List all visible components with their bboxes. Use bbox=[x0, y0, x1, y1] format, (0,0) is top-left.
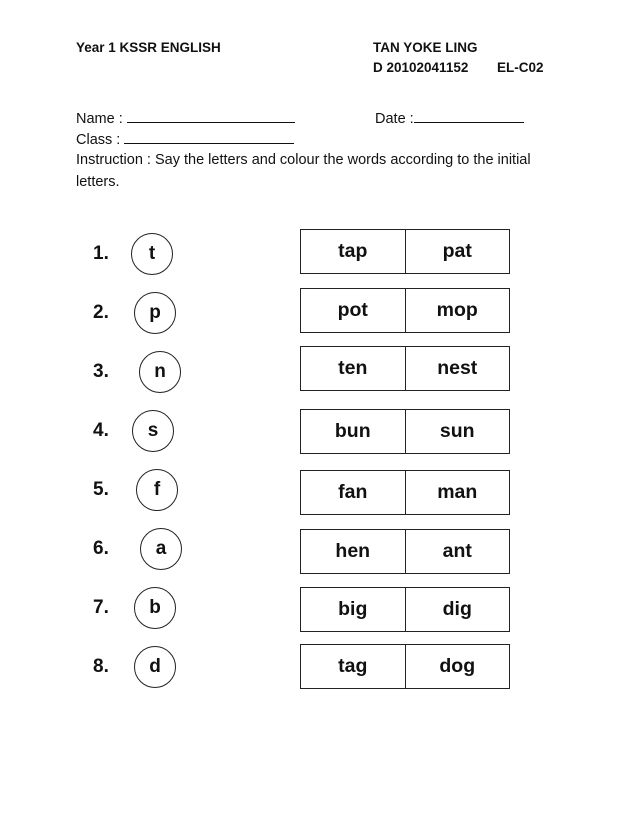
word-box bbox=[300, 644, 510, 689]
word-cell[interactable]: pat bbox=[405, 230, 510, 273]
name-label: Name : bbox=[76, 111, 123, 127]
letter-circle: s bbox=[132, 410, 174, 452]
word-box bbox=[300, 346, 510, 391]
class-field[interactable] bbox=[76, 131, 294, 148]
word-cell[interactable]: fan bbox=[338, 481, 368, 503]
letter-circle: t bbox=[131, 233, 173, 275]
word-box bbox=[300, 470, 510, 515]
letter-circle: p bbox=[134, 292, 176, 334]
class-line[interactable] bbox=[124, 131, 294, 144]
item-number: 2. bbox=[93, 302, 109, 323]
class-label: Class : bbox=[76, 132, 121, 148]
word-cell[interactable]: sun bbox=[405, 410, 510, 453]
word-cell[interactable]: big bbox=[338, 598, 368, 620]
name-line[interactable] bbox=[127, 110, 295, 123]
letter-circle: b bbox=[134, 587, 176, 629]
letter-circle: a bbox=[140, 528, 182, 570]
word-cell[interactable]: mop bbox=[405, 289, 510, 332]
course-title: Year 1 KSSR ENGLISH bbox=[76, 40, 221, 55]
item-number: 4. bbox=[93, 420, 109, 441]
word-cell[interactable]: ten bbox=[338, 357, 368, 379]
word-cell[interactable]: dig bbox=[405, 588, 510, 631]
word-box bbox=[300, 288, 510, 333]
item-number: 3. bbox=[93, 361, 109, 382]
word-box bbox=[300, 529, 510, 574]
item-number: 8. bbox=[93, 656, 109, 677]
name-field[interactable] bbox=[76, 110, 295, 127]
word-cell[interactable]: hen bbox=[335, 540, 371, 562]
item-number: 5. bbox=[93, 479, 109, 500]
item-number: 7. bbox=[93, 597, 109, 618]
date-label: Date : bbox=[375, 111, 414, 127]
teacher-id: D 20102041152 bbox=[373, 60, 469, 75]
date-field[interactable] bbox=[375, 110, 524, 127]
word-cell[interactable]: man bbox=[405, 471, 510, 514]
word-box bbox=[300, 587, 510, 632]
teacher-name: TAN YOKE LING bbox=[373, 40, 478, 55]
word-box bbox=[300, 229, 510, 274]
word-cell[interactable]: nest bbox=[405, 347, 510, 390]
letter-circle: d bbox=[134, 646, 176, 688]
word-cell[interactable]: pot bbox=[337, 299, 368, 321]
worksheet-code: EL-C02 bbox=[497, 60, 544, 75]
date-line[interactable] bbox=[414, 110, 524, 123]
word-cell[interactable]: tag bbox=[338, 655, 368, 677]
word-cell[interactable]: bun bbox=[334, 420, 371, 442]
word-cell[interactable]: ant bbox=[405, 530, 510, 573]
item-number: 1. bbox=[93, 243, 109, 264]
letter-circle: f bbox=[136, 469, 178, 511]
item-number: 6. bbox=[93, 538, 109, 559]
instruction-text: Instruction : Say the letters and colour the words according to the initial letters. bbox=[76, 152, 531, 190]
letter-circle: n bbox=[139, 351, 181, 393]
word-box bbox=[300, 409, 510, 454]
word-cell[interactable]: tap bbox=[338, 240, 368, 262]
word-cell[interactable]: dog bbox=[405, 645, 510, 688]
